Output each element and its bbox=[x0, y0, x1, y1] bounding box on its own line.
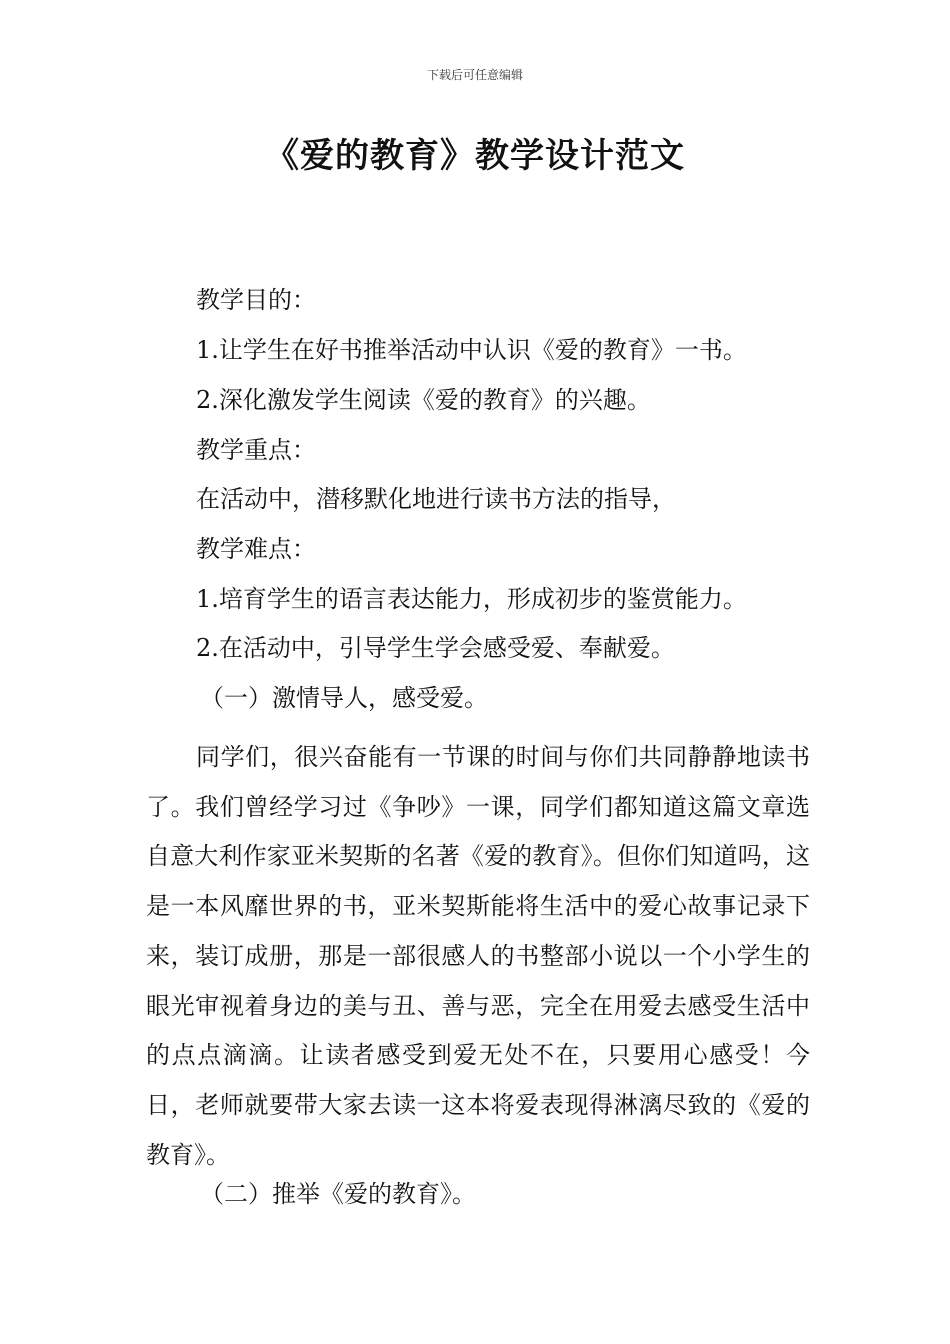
goal-item-1: 1.让学生在好书推举活动中认识《爱的教育》一书。 bbox=[196, 336, 747, 364]
difficult-item-2: 2.在活动中，引导学生学会感受爱、奉献爱。 bbox=[196, 634, 675, 662]
key-heading: 教学重点： bbox=[196, 436, 316, 464]
goal-item-2: 2.深化激发学生阅读《爱的教育》的兴趣。 bbox=[196, 386, 651, 414]
document-title: 《爱的教育》教学设计范文 bbox=[265, 136, 685, 176]
difficult-item-1: 1.培育学生的语言表达能力，形成初步的鉴赏能力。 bbox=[196, 585, 747, 613]
difficult-heading: 教学难点： bbox=[196, 535, 316, 563]
key-text: 在活动中，潜移默化地进行读书方法的指导， bbox=[196, 485, 676, 513]
part-2-heading: （二）推举《爱的教育》。 bbox=[200, 1180, 476, 1208]
part-1-body: 同学们，很兴奋能有一节课的时间与你们共同静静地读书了。我们曾经学习过《争吵》一课，同学们都知道这篇文章选自意大利作家亚米契斯的名著《爱的教育》。但你们知道吗，这是一本风靡世界的书，亚米契斯能将生活中的爱心故事记录下来，装订成册，那是一部很感人的书整部小说以一个小学生的眼光审视着身边的美与丑、善与恶，完全在用爱去感受生活中的点点滴滴。让读者感受到爱无处不在，只要用心感受！今日，老师就要带大家去读一这本将爱表现得淋漓尽致的《爱的教育》。 bbox=[146, 743, 810, 1169]
goal-heading: 教学目的： bbox=[196, 286, 316, 314]
header-note: 下载后可任意编辑 bbox=[426, 68, 523, 82]
part-1-heading: （一）激情导人，感受爱。 bbox=[200, 684, 488, 712]
